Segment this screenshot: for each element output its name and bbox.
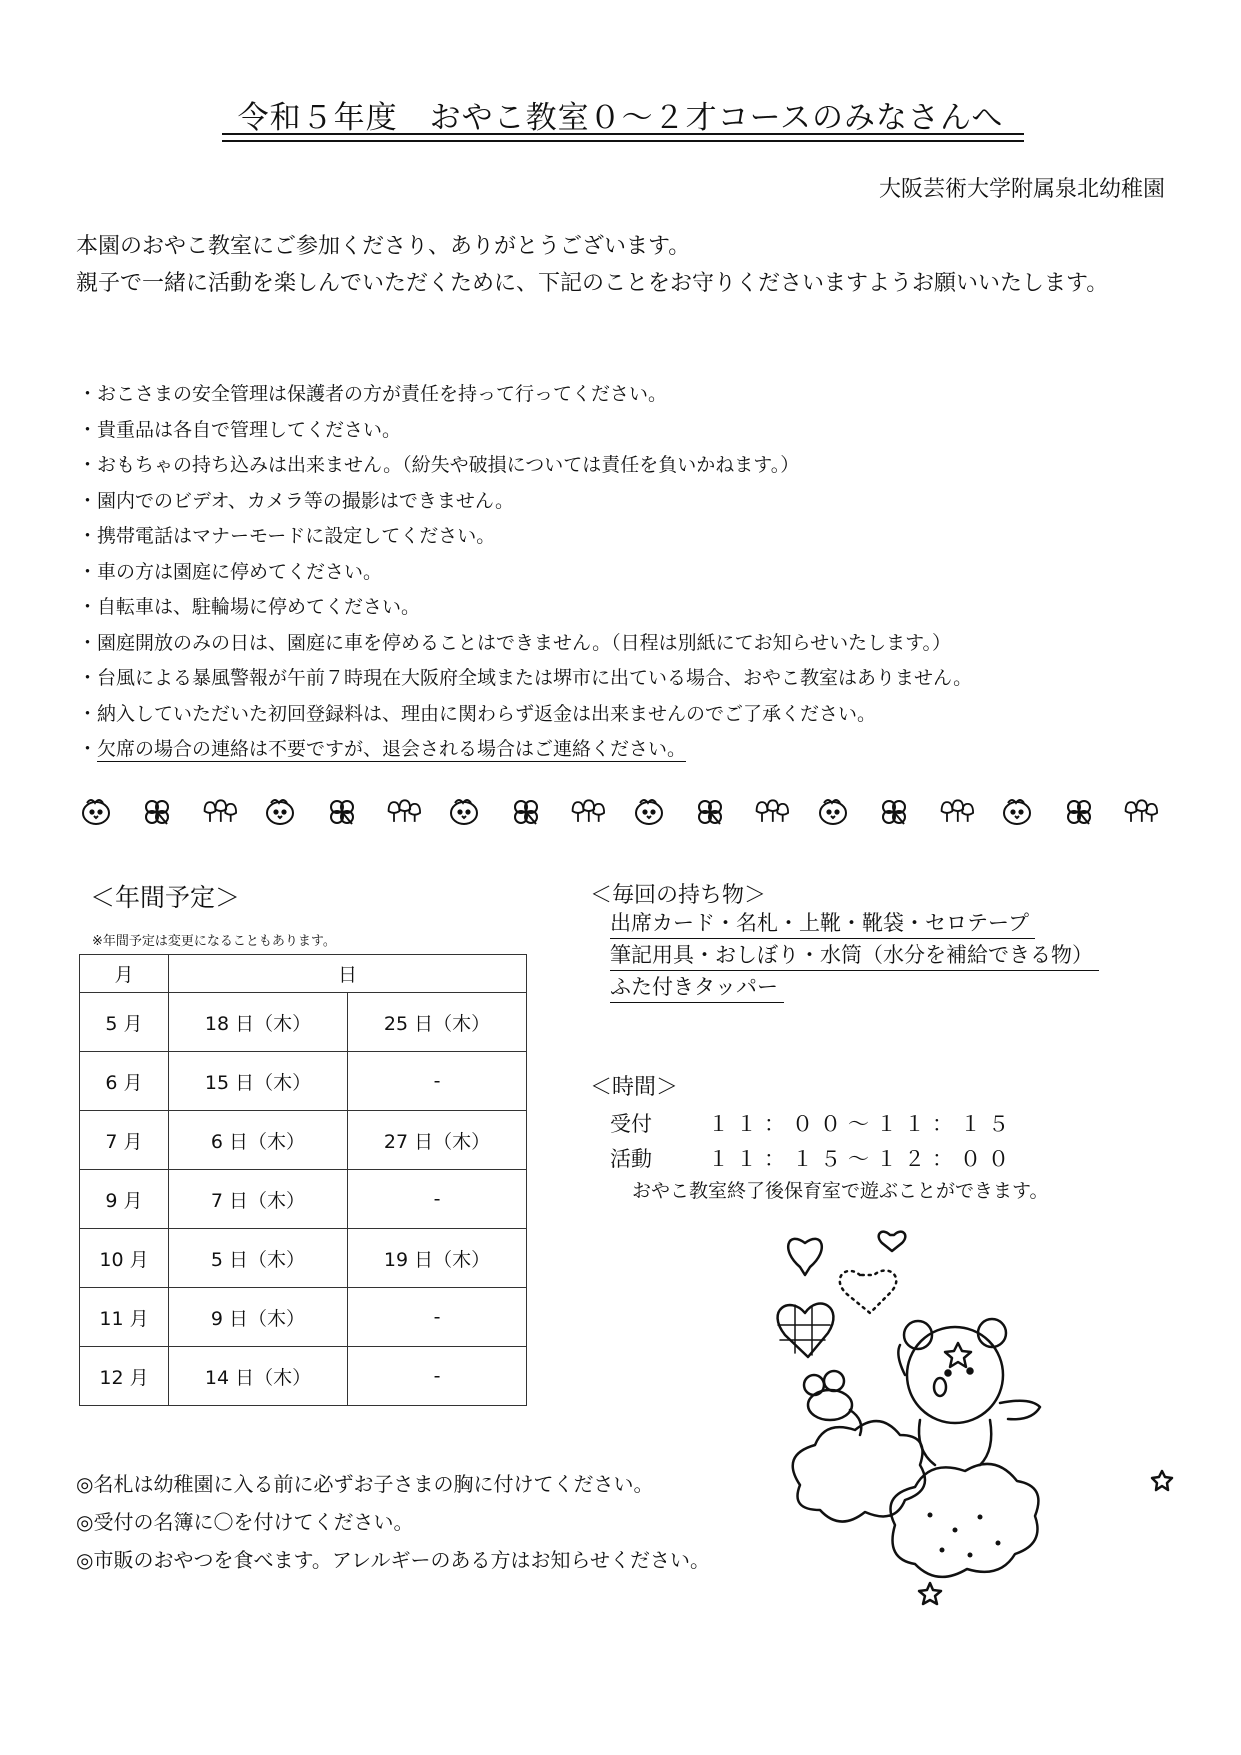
tulips-icon	[385, 794, 421, 830]
chick-icon	[815, 794, 851, 830]
star-icon	[919, 1583, 941, 1604]
intro-line: 親子で一緒に活動を楽しんでいただくために、下記のことをお守りくださいますようお願いいたします。	[76, 271, 1109, 296]
header-month: 月	[80, 955, 169, 993]
schedule-row	[80, 1288, 527, 1347]
bear-illustration	[770, 1225, 1180, 1625]
day-cell: 5 日（木）	[169, 1229, 348, 1288]
belonging-item: ふた付きタッパー	[610, 972, 1099, 1004]
clover-icon	[876, 794, 912, 830]
rule-bullet: ・	[78, 738, 98, 760]
schedule-row	[80, 993, 527, 1052]
star-icon	[945, 1343, 971, 1367]
tulips-icon	[569, 794, 605, 830]
month-cell: 5 月	[80, 993, 169, 1052]
rule-item: ・自転車は、駐輪場に停めてください。	[78, 596, 421, 618]
rule-item: ・貴重品は各自で管理してください。	[78, 418, 402, 441]
schedule-note: ※年間予定は変更になることもあります。	[92, 934, 336, 949]
organization-name: 大阪芸術大学附属泉北幼稚園	[878, 177, 1165, 202]
activity-time: １１：１５～１２：００	[708, 1147, 1016, 1171]
time-heading: ＜時間＞	[590, 1075, 679, 1100]
schedule-row	[80, 1170, 527, 1229]
star-icon	[1152, 1471, 1172, 1490]
day-cell: 14 日（木）	[169, 1347, 348, 1406]
decorative-border	[78, 790, 1158, 834]
schedule-row	[80, 1111, 527, 1170]
belonging-item: 出席カード・名札・上靴・靴袋・セロテープ	[610, 908, 1099, 940]
note-item: ◎市販のおやつを食べます。アレルギーのある方はお知らせください。	[76, 1548, 710, 1572]
chick-icon	[262, 794, 298, 830]
rule-item: ・園庭開放のみの日は、園庭に車を停めることはできません。（日程は別紙にてお知らせいたします。）	[78, 631, 952, 654]
rule-item: ・おこさまの安全管理は保護者の方が責任を持って行ってください。	[78, 383, 668, 405]
day-cell: -	[348, 1170, 527, 1229]
note-item: ◎受付の名簿に〇を付けてください。	[76, 1510, 414, 1534]
month-cell: 12 月	[80, 1347, 169, 1406]
cloud-icon	[891, 1464, 1039, 1577]
day-cell: 27 日（木）	[348, 1111, 527, 1170]
rule-item: ・車の方は園庭に停めてください。	[78, 560, 383, 583]
clover-icon	[508, 794, 544, 830]
page-title: 令和５年度 おやこ教室０～２才コースのみなさんへ	[237, 100, 1004, 136]
mouse-icon	[804, 1371, 861, 1435]
reception-time: １１：００～１１：１５	[708, 1112, 1016, 1136]
schedule-table	[79, 954, 527, 1406]
intro-text	[76, 228, 1176, 302]
heart-checkered-icon	[778, 1304, 834, 1357]
chick-icon	[78, 794, 114, 830]
cloud-dots	[928, 1513, 1001, 1558]
day-cell: 6 日（木）	[169, 1111, 348, 1170]
rule-item: ・台風による暴風警報が午前７時現在大阪府全域または堺市に出ている場合、おやこ教室はありません。	[78, 667, 973, 689]
month-cell: 10 月	[80, 1229, 169, 1288]
rule-item: ・園内でのビデオ、カメラ等の撮影はできません。	[78, 489, 515, 512]
schedule-header-row	[80, 955, 527, 993]
clover-icon	[139, 794, 175, 830]
schedule-row	[80, 1229, 527, 1288]
day-cell: -	[348, 1347, 527, 1406]
month-cell: 6 月	[80, 1052, 169, 1111]
schedule-row	[80, 1347, 527, 1406]
header-day: 日	[169, 955, 527, 993]
rule-item: ・おもちゃの持ち込みは出来ません。（紛失や破損については責任を負いかねます。）	[78, 454, 800, 476]
tulips-icon	[201, 794, 237, 830]
rules-list	[78, 377, 972, 768]
day-cell: -	[348, 1288, 527, 1347]
day-cell: 18 日（木）	[169, 993, 348, 1052]
day-cell: 15 日（木）	[169, 1052, 348, 1111]
day-cell: -	[348, 1052, 527, 1111]
day-cell: 19 日（木）	[348, 1229, 527, 1288]
rule-item-underlined	[78, 732, 972, 768]
rule-item: ・納入していただいた初回登録料は、理由に関わらず返金は出来ませんのでご了承ください。	[78, 702, 877, 725]
reception-time-row	[610, 1108, 1016, 1138]
clover-icon	[324, 794, 360, 830]
clover-icon	[1061, 794, 1097, 830]
heart-small-icon	[879, 1232, 906, 1251]
day-cell: 25 日（木）	[348, 993, 527, 1052]
note-item: ◎名札は幼稚園に入る前に必ずお子さまの胸に付けてください。	[76, 1472, 654, 1496]
day-cell: 9 日（木）	[169, 1288, 348, 1347]
chick-icon	[631, 794, 667, 830]
month-cell: 9 月	[80, 1170, 169, 1229]
tulips-icon	[938, 794, 974, 830]
tulips-icon	[753, 794, 789, 830]
activity-time-row	[610, 1143, 1016, 1173]
rule-item: ・携帯電話はマナーモードに設定してください。	[78, 525, 496, 547]
title-double-underline	[222, 133, 1024, 142]
cloud-icon	[793, 1421, 925, 1521]
belongings-heading: ＜毎回の持ち物＞	[590, 883, 767, 908]
chick-icon	[446, 794, 482, 830]
schedule-row	[80, 1052, 527, 1111]
clover-icon	[692, 794, 728, 830]
heart-dotted-icon	[840, 1270, 897, 1313]
day-cell: 7 日（木）	[169, 1170, 348, 1229]
intro-line: 本園のおやこ教室にご参加くださり、ありがとうございます。	[76, 234, 691, 259]
rule-underlined-text: 欠席の場合の連絡は不要ですが、退会される場合はご連絡ください。	[97, 738, 687, 760]
belongings-list	[610, 908, 1099, 1004]
heart-outline-icon	[788, 1239, 822, 1275]
tulips-icon	[1122, 794, 1158, 830]
time-note: おやこ教室終了後保育室で遊ぶことができます。	[632, 1180, 1049, 1202]
belonging-item: 筆記用具・おしぼり・水筒（水分を補給できる物）	[610, 940, 1099, 972]
month-cell: 7 月	[80, 1111, 169, 1170]
schedule-heading: ＜年間予定＞	[90, 883, 241, 912]
activity-label: 活動	[610, 1147, 652, 1171]
chick-icon	[999, 794, 1035, 830]
notes-list	[76, 1465, 710, 1579]
reception-label: 受付	[610, 1112, 652, 1136]
month-cell: 11 月	[80, 1288, 169, 1347]
